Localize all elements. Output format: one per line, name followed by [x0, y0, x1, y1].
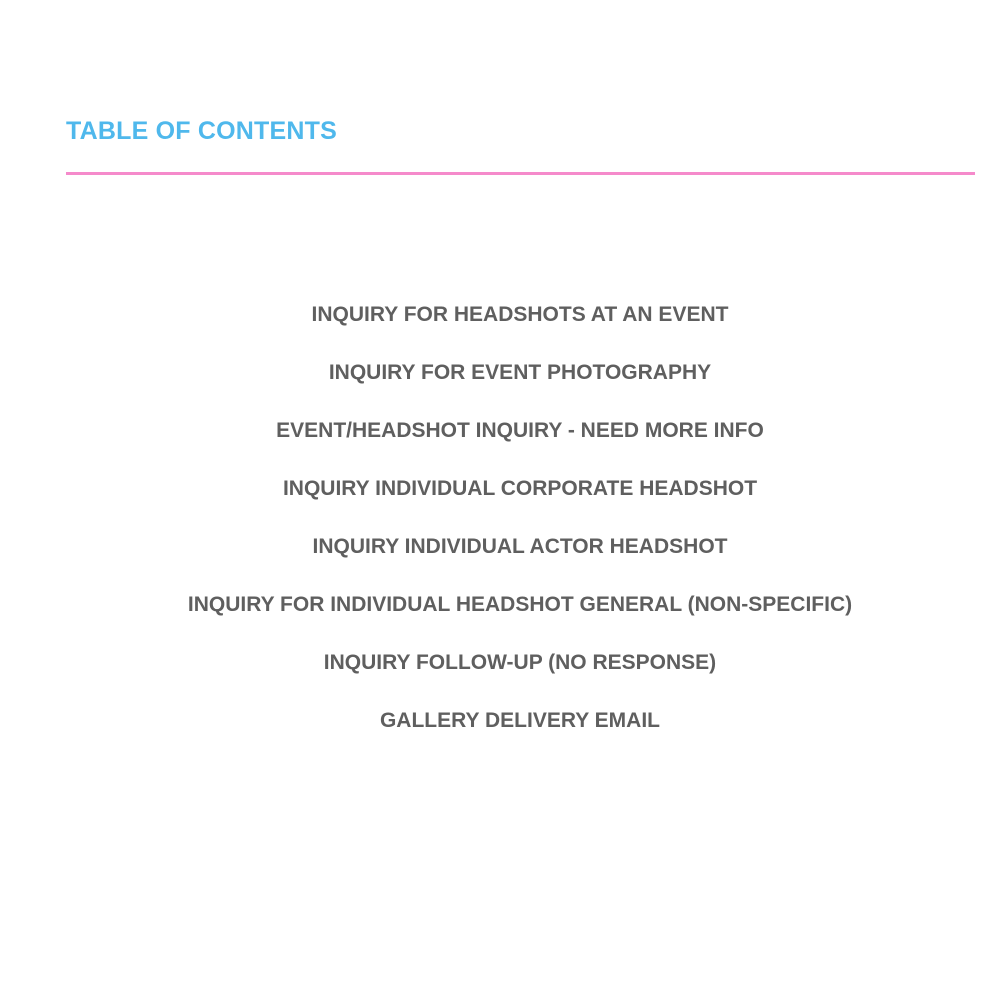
toc-item-need-more-info[interactable]: EVENT/HEADSHOT INQUIRY - NEED MORE INFO — [276, 419, 764, 442]
toc-item-follow-up[interactable]: INQUIRY FOLLOW-UP (NO RESPONSE) — [323, 651, 717, 674]
title-divider — [66, 172, 975, 175]
toc-item-gallery-delivery[interactable]: GALLERY DELIVERY EMAIL — [379, 709, 661, 732]
toc-item-actor-headshot[interactable]: INQUIRY INDIVIDUAL ACTOR HEADSHOT — [312, 535, 728, 558]
page-title: TABLE OF CONTENTS — [66, 117, 337, 145]
toc-item-event-photography[interactable]: INQUIRY FOR EVENT PHOTOGRAPHY — [328, 361, 712, 384]
toc-item-headshots-at-event[interactable]: INQUIRY FOR HEADSHOTS AT AN EVENT — [311, 303, 729, 326]
toc-list — [40, 298, 1000, 762]
toc-item-corporate-headshot[interactable]: INQUIRY INDIVIDUAL CORPORATE HEADSHOT — [282, 477, 758, 500]
toc-item-general-headshot[interactable]: INQUIRY FOR INDIVIDUAL HEADSHOT GENERAL (NON-SPECIFIC) — [187, 593, 853, 616]
